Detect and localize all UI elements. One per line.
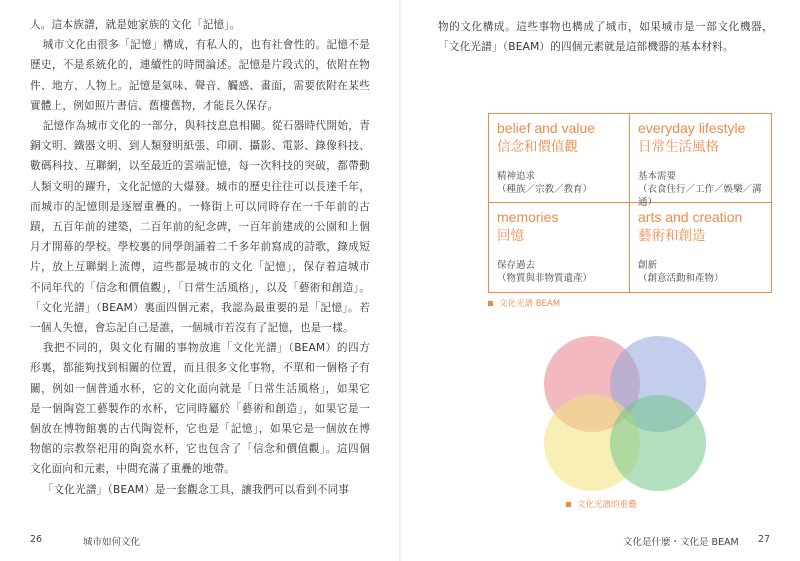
paragraph: 記憶作為城市文化的一部分，與科技息息相關。從石器時代開始，青銅文明、鐵器文明、到人類發明紙張、印刷、攝影、電影、錄像科技、數碼科技、互聯網，以至最近的雲端記憶，每一次科技的突破，都帶動人類文明的躍升，文化記憶的大爆發。城市的歷史往往可以長達千年，而城市的記憶則是逐層重疊的。一條街上可以同時存在一千年前的古蹟，五百年前的建築，二百年前的紀念碑，一百年前建成的公園和上個月才開幕的學校。學校裏的同學朗誦着二千多年前寫成的詩歌，錄成短片，放上互聯網上流傳，這些都是城市的文化「記憶」，保存着這城市不同年代的「信念和價值觀」，「日常生活風格」，以及「藝術和創造」。「文化光譜」（BEAM）裏面四個元素，我認為最重要的是「記憶」。若一個人失憶，會忘記自己是誰，一個城市若沒有了記憶，也是一樣。: [30, 120, 370, 335]
beam-cell-chinese: 藝術和創造: [638, 228, 706, 244]
beam-caption-text: 文化光譜 BEAM: [499, 299, 561, 309]
beam-cell-subtitle: 保存過去: [497, 260, 536, 271]
page-number-right: 27: [758, 534, 771, 545]
beam-grid: [488, 113, 772, 293]
beam-cell-detail: （物質與非物質遺產）: [497, 273, 593, 284]
beam-cell-english: belief and value: [497, 120, 596, 136]
running-title-right: 文化是什麼・文化是 BEAM: [623, 537, 739, 548]
caption-square-icon: [566, 502, 571, 507]
beam-cell-memories: [489, 203, 630, 292]
paragraph: 我把不同的，與文化有關的事物放進「文化光譜」（BEAM）的四方形裏，都能夠找到相關的位置，而且很多文化事物，不單和一個格子有關，例如一個普通水杯，它的文化面向就是「日常生活風格」，如果它是一個陶瓷工藝製作的水杯，它同時屬於「藝術和創造」，如果它是一個放在博物館裏的古代陶瓷杯，它也是「記憶」，如果它是一個放在博物館的宗教祭祀用的陶瓷水杯，它也包含了「信念和價值觀」。這四個文化面向和元素，中間充滿了重疊的地帶。: [30, 342, 370, 476]
book-gutter: [399, 0, 401, 561]
beam-cell-subtitle: 精神追求: [497, 171, 536, 182]
caption-square-icon: [488, 301, 493, 306]
beam-cell-lifestyle: [630, 114, 771, 208]
beam-cell-detail: （創意活動和產物）: [638, 273, 724, 284]
beam-cell-subtitle: 基本需要: [638, 171, 677, 182]
venn-diagram: [540, 336, 710, 491]
page-number-left: 26: [30, 534, 43, 545]
beam-cell-detail: （種族／宗教／教育）: [497, 184, 593, 195]
venn-circle-bottom-right: [610, 395, 706, 491]
paragraph: 人。這本族譜，就是她家族的文化「記憶」。: [30, 19, 241, 31]
beam-caption: [488, 297, 560, 309]
venn-caption: [566, 498, 637, 510]
right-page-body: [438, 17, 773, 57]
beam-cell-chinese: 信念和價值觀: [497, 139, 578, 155]
running-title-left: 城市如何文化: [83, 537, 141, 548]
paragraph: 物的文化構成。這些事物也構成了城市，如果城市是一部文化機器，「文化光譜」（BEAM）的四個元素就是這部機器的基本材料。: [438, 21, 773, 54]
beam-cell-chinese: 日常生活風格: [638, 139, 719, 155]
beam-cell-english: arts and creation: [638, 209, 743, 225]
paragraph: 城市文化由很多「記憶」構成，有私人的，也有社會性的。記憶不是歷史，不是系統化的，連續性的時間論述。記憶是片段式的，依附在物件、地方、人物上。記憶是氣味、聲音、觸感、畫面，需要依附在某些實體上，例如照片書信、舊樓舊物，才能長久保存。: [30, 39, 370, 112]
beam-cell-subtitle: 創新: [638, 260, 658, 271]
beam-cell-english: everyday lifestyle: [638, 120, 746, 136]
beam-cell-english: memories: [497, 209, 559, 225]
beam-cell-belief: [489, 114, 630, 203]
paragraph: 「文化光譜」（BEAM）是一套觀念工具，讓我們可以看到不同事: [42, 483, 350, 496]
beam-cell-arts: [630, 203, 771, 292]
venn-caption-text: 文化光譜的重疊: [577, 500, 637, 510]
beam-cell-detail: （衣食住行／工作／娛樂／溝通）: [638, 184, 762, 208]
left-page-body: [30, 15, 370, 500]
beam-cell-chinese: 回憶: [497, 228, 524, 244]
